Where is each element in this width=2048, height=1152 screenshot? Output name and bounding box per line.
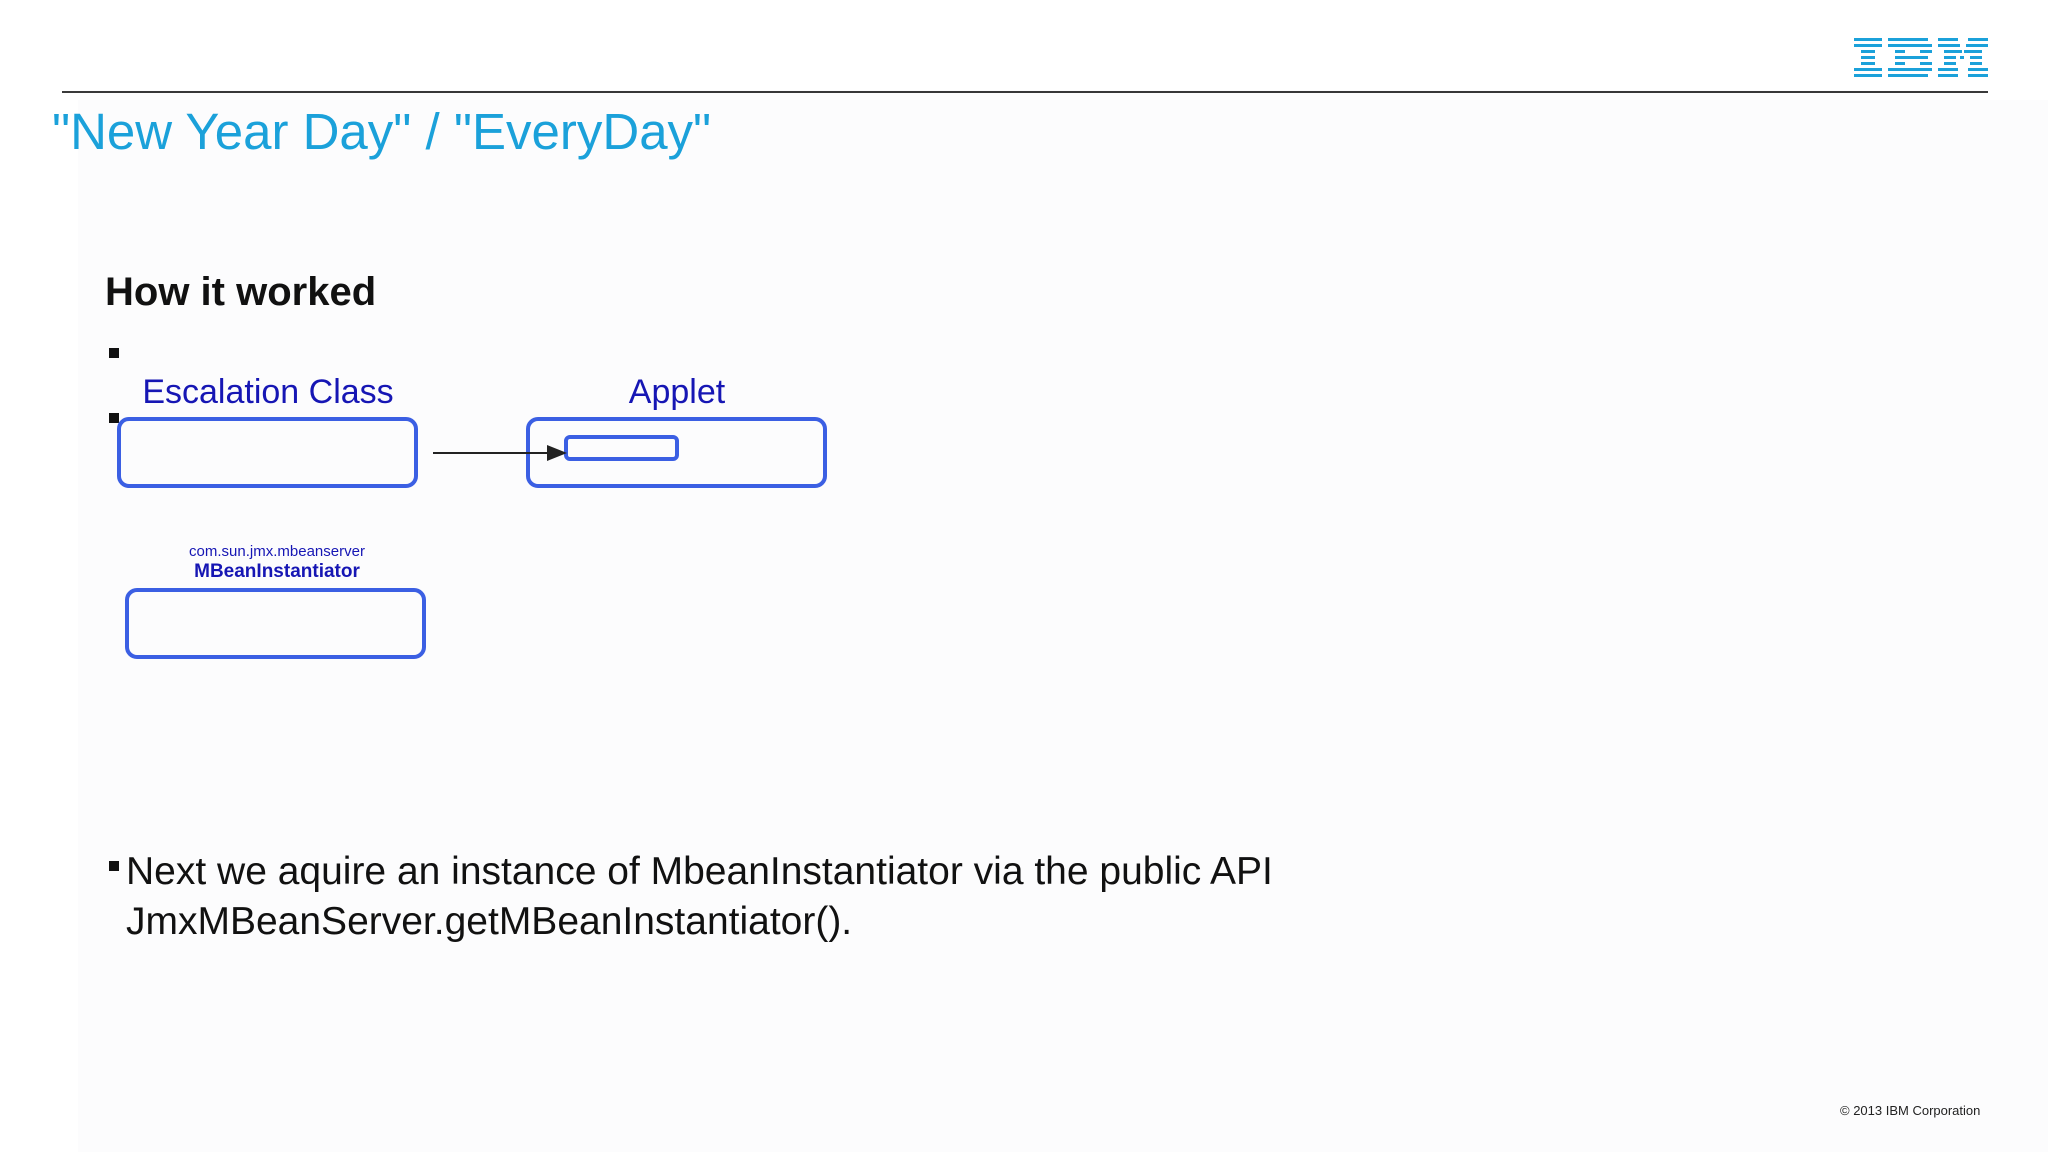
bullet-marker — [109, 861, 119, 871]
copyright-footer: © 2013 IBM Corporation — [1840, 1103, 1981, 1118]
slide-background — [78, 100, 2048, 1152]
instantiator-package-label: com.sun.jmx.mbeanserver — [189, 543, 365, 560]
slide-title: "New Year Day" / "EveryDay" — [52, 103, 712, 160]
bullet-text: Next we aquire an instance of MbeanInstantiator via the public API JmxMBeanServer.getMBeanInstantiator(). — [126, 850, 1273, 943]
section-heading: How it worked — [105, 270, 377, 314]
instantiator-class-label: MBeanInstantiator — [194, 561, 360, 582]
bullet-marker — [109, 413, 119, 423]
bullet-marker — [109, 348, 119, 358]
ibm-logo-icon — [1854, 38, 1988, 78]
header-divider — [62, 91, 1988, 93]
escalation-class-label: Escalation Class — [142, 373, 394, 411]
applet-label: Applet — [628, 373, 726, 411]
